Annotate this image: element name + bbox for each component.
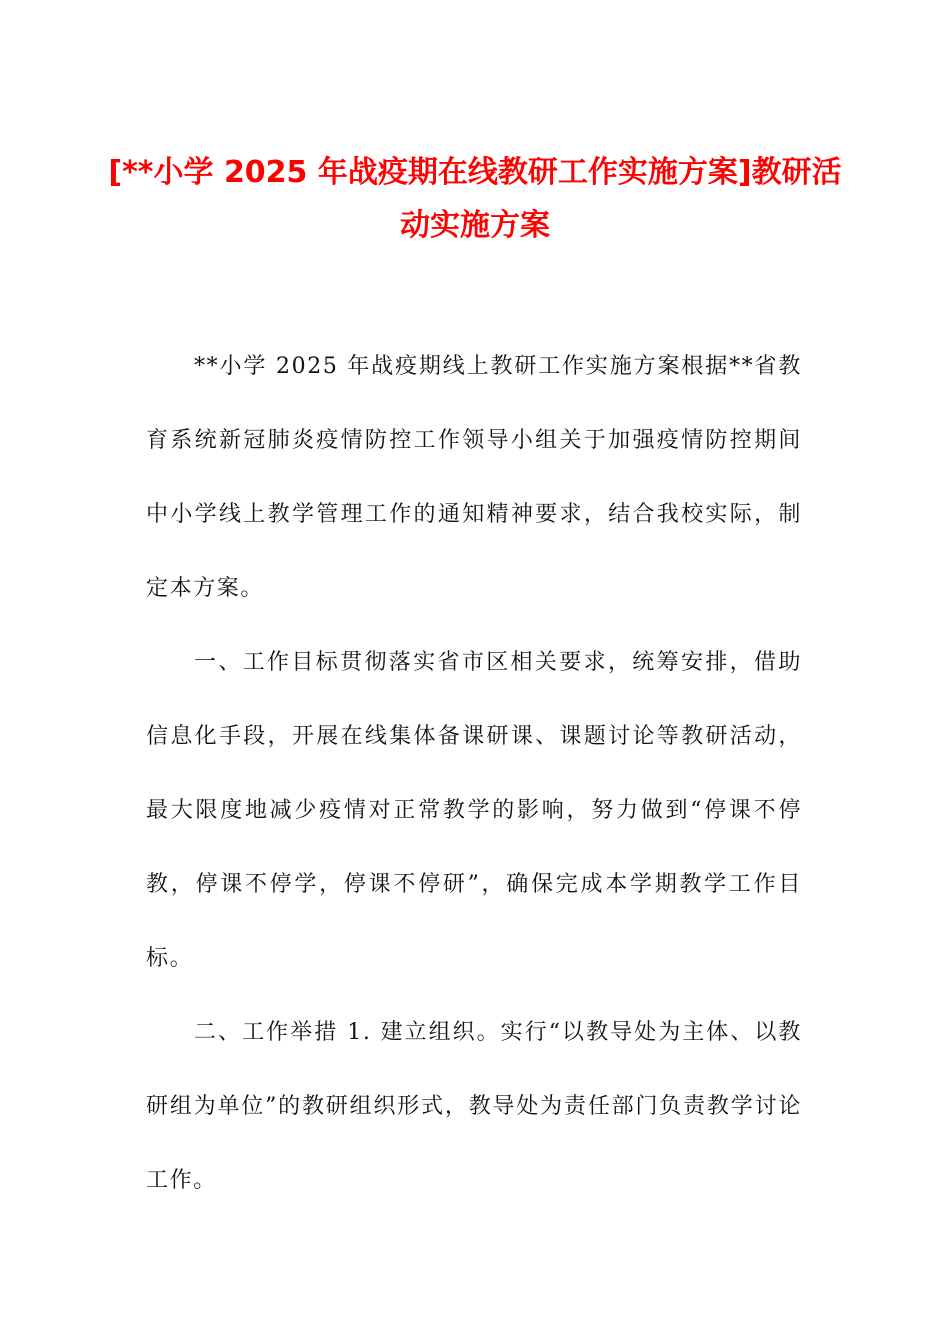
paragraph-work-goals: 一、工作目标贯彻落实省市区相关要求，统筹安排，借助信息化手段，开展在线集体备课研课、课题讨论等教研活动，最大限度地减少疫情对正常教学的影响，努力做到“停课不停教，停课不停学，停课不停研”，确保完成本学期教学工作目标。 (146, 650, 802, 971)
document-body (146, 330, 802, 1218)
paragraph-intro: **小学 2025 年战疫期线上教研工作实施方案根据**省教育系统新冠肺炎疫情防控工作领导小组关于加强疫情防控期间中小学线上教学管理工作的通知精神要求，结合我校实际，制定本方案。 (146, 354, 802, 601)
document-title: [**小学 2025 年战疫期在线教研工作实施方案]教研活动实施方案 (108, 155, 842, 243)
paragraph-work-measures: 二、工作举措 1. 建立组织。实行“以教导处为主体、以教研组为单位”的教研组织形式，教导处为责任部门负责教学讨论工作。 (146, 1020, 802, 1193)
